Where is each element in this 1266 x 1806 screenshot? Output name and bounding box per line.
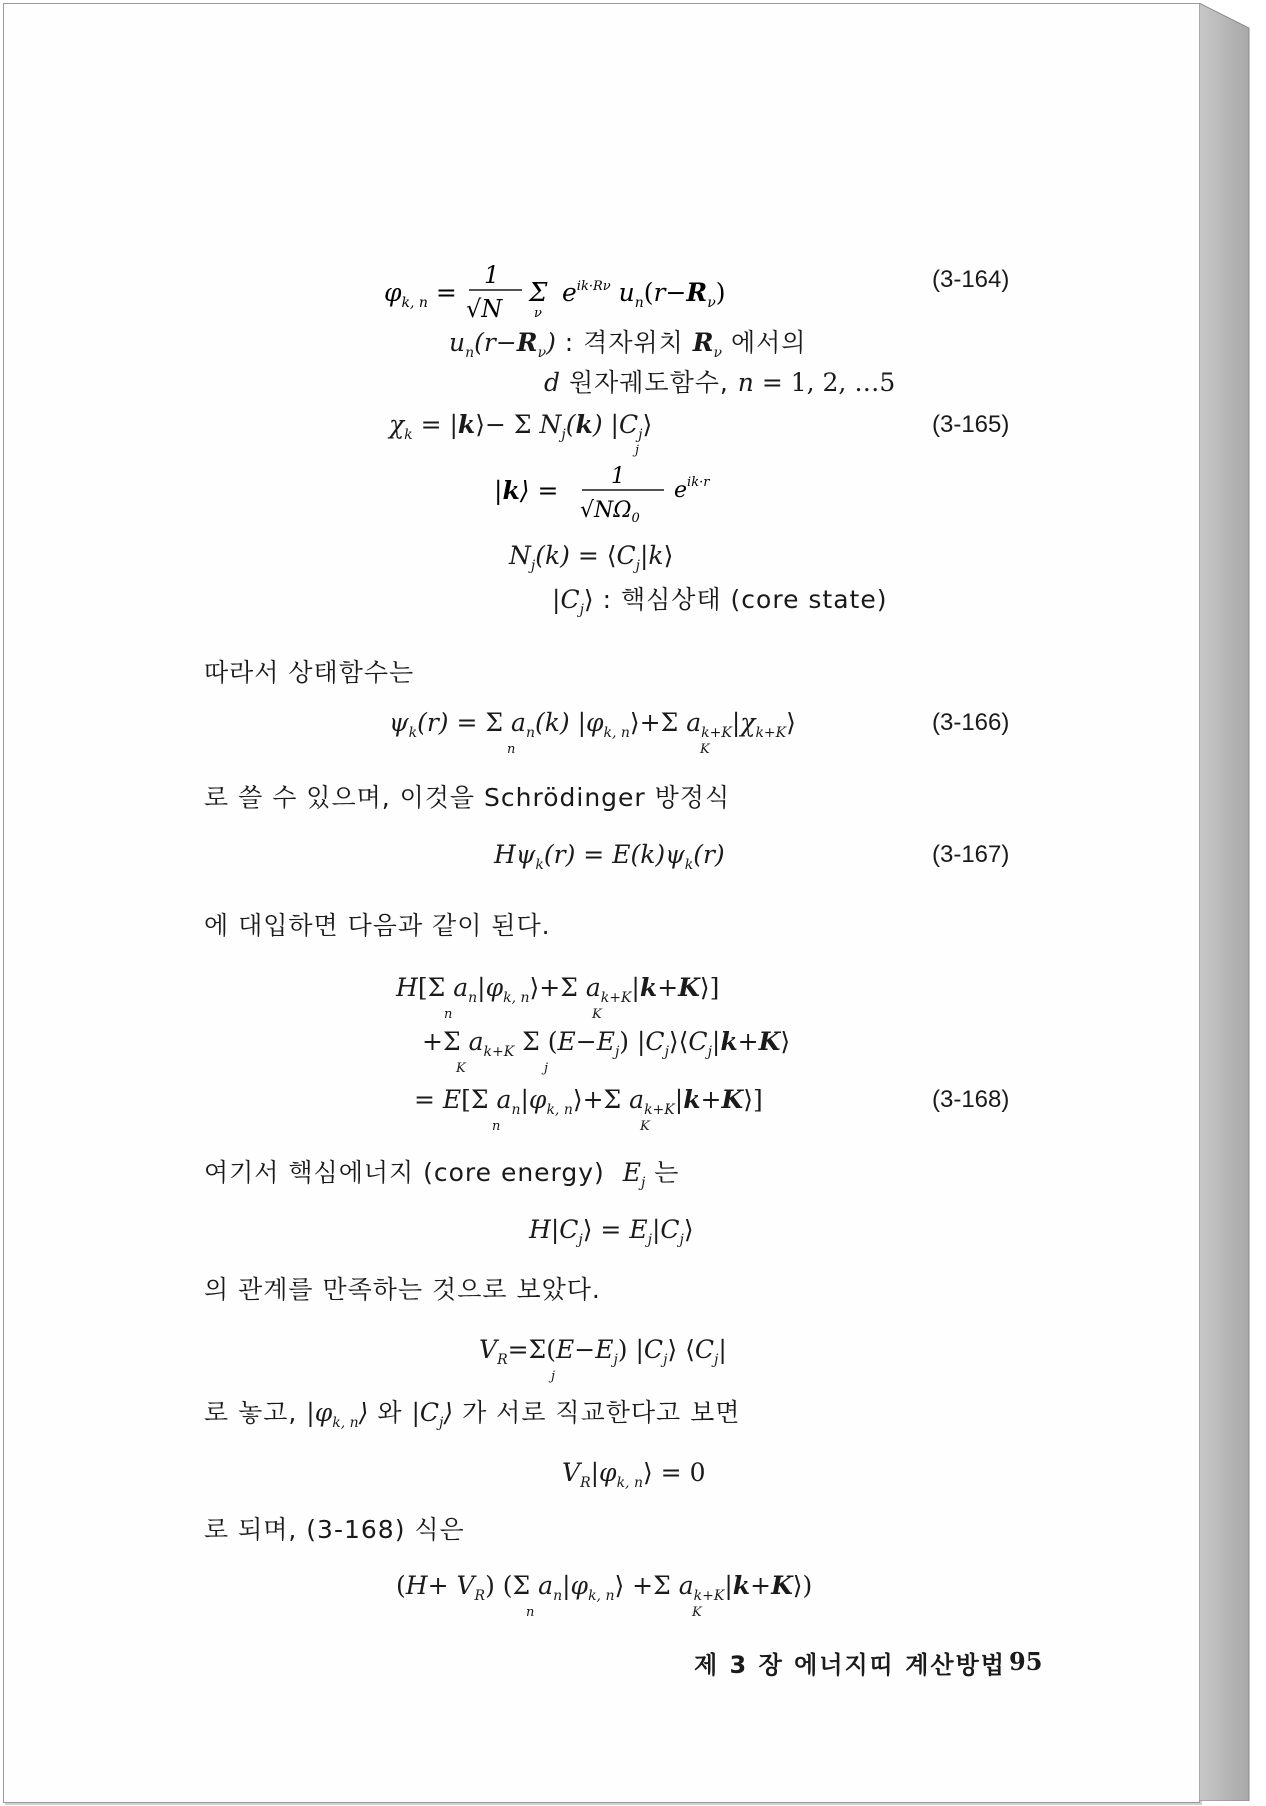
svg-text:Σ: Σ (529, 278, 548, 308)
svg-text:eik·Rν un(r−Rν): $e^{ik\cdot R\nu}$ $u_n(r-R_\nu)$ (562, 278, 726, 311)
equation-Nj: $N_j(k)$ = $⟨C_j|k⟩$ (509, 541, 674, 574)
equation-3-165: $\chi_k$ = |k⟩− Σ $N_j(k)$ $|C_j⟩$ j (389, 410, 653, 458)
equation-3-168-line-3: = E[Σ $a_n|\varphi_{k, n}⟩+\Sigma$ $a_{k+K}|k+K⟩$] n K (414, 1085, 763, 1134)
equation-3-164 (384, 259, 804, 337)
equation-3-164-figure (384, 259, 804, 329)
equation-ket-k (494, 459, 744, 537)
equation-3-167: $H\psi_k(r) = E(k)\psi_k(r)$ (494, 840, 725, 873)
page-edge-shadow (1199, 3, 1263, 1801)
svg-text:eik·r: $e^{ik\cdot r}$ (674, 475, 710, 503)
equation-number-3-164: (3-164) (932, 266, 1010, 293)
paragraph-orthogonal: 로 놓고, $|\varphi_{k, n}⟩$ 와 $|C_j⟩$ 가 서로 직교한다고 보면 (204, 1398, 741, 1431)
equation-3-166: $\psi_k(r) = \Sigma$ $a_n(k)$ $|\varphi_{k, n}⟩+\Sigma$ $a_{k+K}|\chi_{k+K}⟩$ n K (389, 708, 796, 757)
svg-text:1: 1 (611, 464, 625, 489)
equation-3-164-note-1: $u_n(r-R_\nu)$ : 격자위치 $R_\nu$ 에서의 (449, 328, 807, 361)
equation-3-168-line-2: +Σ $a_{k+K}$ Σ $(E-E_j)$ $|C_j⟩⟨C_j|k+K⟩$ K j (422, 1027, 791, 1076)
equation-3-168-line-1: H[Σ $a_n|\varphi_{k, n}⟩+\Sigma$ $a_{k+K}|k+K⟩$] n K (396, 973, 720, 1022)
paragraph-state-function: 따라서 상태함수는 (204, 658, 415, 687)
paragraph-relation: 의 관계를 만족하는 것으로 보았다. (204, 1275, 601, 1304)
svg-text:√N: √N (466, 295, 503, 323)
book-page (3, 3, 1200, 1803)
paragraph-schrodinger: 로 쓸 수 있으며, 이것을 Schrödinger 방정식 (204, 783, 731, 812)
equation-3-164-note-2: d 원자궤도함수, n = 1, 2, …5 (544, 368, 896, 397)
paragraph-core-energy: 여기서 핵심에너지 (core energy) $E_j$ 는 (204, 1158, 680, 1191)
equation-core-state: $|C_j⟩$ : 핵심상태 (core state) (552, 585, 888, 618)
svg-text:ν: ν (534, 306, 542, 321)
paragraph-substitute: 에 대입하면 다음과 같이 된다. (204, 911, 551, 940)
svg-text:φk, n =: $\varphi_{k, n}$ = (384, 278, 457, 311)
svg-text:√NΩ0: $√N\Omega_0$ (580, 498, 640, 526)
paragraph-equation-ref: 로 되며, (3-168) 식은 (204, 1515, 465, 1544)
running-footer-chapter: 제 3 장 에너지띠 계산방법 (694, 1651, 1006, 1679)
svg-text:|k⟩ =: |k⟩ = (494, 476, 559, 505)
equation-ket-k-figure (494, 459, 744, 529)
equation-number-3-166: (3-166) (932, 709, 1010, 736)
equation-number-3-168: (3-168) (932, 1086, 1010, 1113)
equation-number-3-165: (3-165) (932, 411, 1010, 438)
equation-VR-zero: $V_R|\varphi_{k, n}⟩ = 0$ (562, 1458, 706, 1491)
equation-number-3-167: (3-167) (932, 841, 1010, 868)
equation-VR: $V_R=\Sigma(E-E_j)$ $|C_j⟩$ $⟨C_j|$ j (479, 1335, 727, 1384)
equation-core: $H|C_j⟩$ = $E_j|C_j⟩$ (529, 1215, 694, 1248)
equation-final: $(H+ V_R)$ (Σ $a_n|\varphi_{k, n}⟩ +\Sigma$ $a_{k+K}|k+K⟩$) n K (396, 1571, 813, 1620)
page-number: 95 (1009, 1647, 1043, 1676)
svg-text:1: 1 (484, 261, 500, 289)
